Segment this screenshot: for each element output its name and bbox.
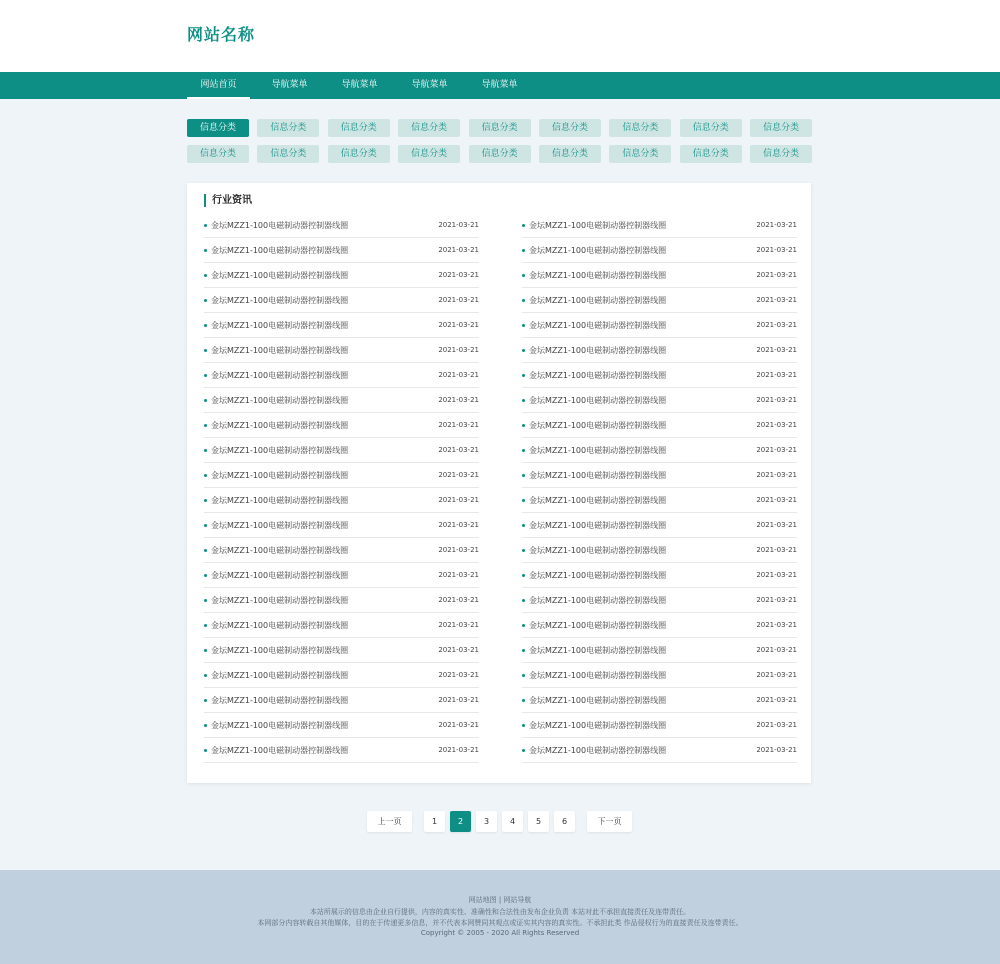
- bullet-icon: [522, 624, 525, 627]
- nav-item-menu-2[interactable]: 导航菜单: [341, 80, 378, 90]
- news-date: 2021-03-21: [438, 446, 479, 454]
- news-item[interactable]: [522, 613, 797, 638]
- news-title[interactable]: 金坛MZZ1-100电磁制动器控制器线圈: [211, 421, 349, 430]
- category-button[interactable]: 信息分类: [750, 119, 812, 137]
- bullet-icon: [522, 524, 525, 527]
- news-item[interactable]: [204, 513, 479, 538]
- category-button[interactable]: 信息分类: [257, 145, 319, 163]
- category-button[interactable]: 信息分类: [539, 119, 601, 137]
- news-title[interactable]: 金坛MZZ1-100电磁制动器控制器线圈: [529, 471, 667, 480]
- bullet-icon: [522, 349, 525, 352]
- news-item[interactable]: [522, 738, 797, 763]
- news-item[interactable]: [204, 438, 479, 463]
- news-date: 2021-03-21: [756, 646, 797, 654]
- news-list-left: [204, 213, 479, 763]
- bullet-icon: [204, 274, 207, 277]
- news-date: 2021-03-21: [438, 371, 479, 379]
- category-button[interactable]: 信息分类: [398, 145, 460, 163]
- news-title[interactable]: 金坛MZZ1-100电磁制动器控制器线圈: [211, 696, 349, 705]
- news-title[interactable]: 金坛MZZ1-100电磁制动器控制器线圈: [211, 396, 349, 405]
- bullet-icon: [522, 249, 525, 252]
- category-button[interactable]: 信息分类: [539, 145, 601, 163]
- bullet-icon: [522, 399, 525, 402]
- bullet-icon: [204, 324, 207, 327]
- bullet-icon: [522, 449, 525, 452]
- news-title[interactable]: 金坛MZZ1-100电磁制动器控制器线圈: [529, 571, 667, 580]
- news-item[interactable]: [204, 263, 479, 288]
- news-date: 2021-03-21: [756, 621, 797, 629]
- news-title[interactable]: 金坛MZZ1-100电磁制动器控制器线圈: [529, 596, 667, 605]
- footer-links: [0, 895, 1000, 905]
- news-title[interactable]: 金坛MZZ1-100电磁制动器控制器线圈: [211, 571, 349, 580]
- footer-link-site-nav[interactable]: 网站导航: [503, 896, 532, 904]
- news-item[interactable]: [522, 363, 797, 388]
- news-date: 2021-03-21: [756, 346, 797, 354]
- news-date: 2021-03-21: [756, 296, 797, 304]
- news-item[interactable]: [204, 538, 479, 563]
- category-button[interactable]: 信息分类: [398, 119, 460, 137]
- news-title[interactable]: 金坛MZZ1-100电磁制动器控制器线圈: [211, 596, 349, 605]
- news-item[interactable]: [522, 663, 797, 688]
- bullet-icon: [204, 599, 207, 602]
- news-date: 2021-03-21: [438, 671, 479, 679]
- news-date: 2021-03-21: [756, 271, 797, 279]
- bullet-icon: [204, 224, 207, 227]
- bullet-icon: [204, 624, 207, 627]
- news-date: 2021-03-21: [438, 621, 479, 629]
- bullet-icon: [522, 274, 525, 277]
- news-title[interactable]: 金坛MZZ1-100电磁制动器控制器线圈: [529, 371, 667, 380]
- news-item[interactable]: [204, 663, 479, 688]
- news-item[interactable]: [204, 313, 479, 338]
- news-item[interactable]: [204, 638, 479, 663]
- category-button[interactable]: 信息分类: [328, 119, 390, 137]
- news-title[interactable]: 金坛MZZ1-100电磁制动器控制器线圈: [211, 371, 349, 380]
- footer-separator: |: [498, 896, 502, 904]
- news-item[interactable]: [204, 238, 479, 263]
- news-item[interactable]: [522, 588, 797, 613]
- news-date: 2021-03-21: [756, 371, 797, 379]
- bullet-icon: [522, 424, 525, 427]
- news-title[interactable]: 金坛MZZ1-100电磁制动器控制器线圈: [529, 721, 667, 730]
- bullet-icon: [204, 574, 207, 577]
- news-date: 2021-03-21: [756, 746, 797, 754]
- bullet-icon: [522, 299, 525, 302]
- nav-item-menu-3[interactable]: 导航菜单: [411, 80, 448, 90]
- news-item[interactable]: [204, 363, 479, 388]
- site-header: [0, 0, 1000, 72]
- bullet-icon: [522, 549, 525, 552]
- category-button[interactable]: 信息分类: [187, 145, 249, 163]
- news-title[interactable]: 金坛MZZ1-100电磁制动器控制器线圈: [211, 271, 349, 280]
- bullet-icon: [204, 374, 207, 377]
- bullet-icon: [204, 449, 207, 452]
- site-title[interactable]: 网站名称: [187, 25, 256, 44]
- news-item[interactable]: [204, 563, 479, 588]
- news-item[interactable]: [522, 513, 797, 538]
- news-item[interactable]: [204, 288, 479, 313]
- news-item[interactable]: [522, 288, 797, 313]
- category-button[interactable]: 信息分类: [680, 119, 742, 137]
- bullet-icon: [204, 249, 207, 252]
- news-item[interactable]: [522, 213, 797, 238]
- page-number-button[interactable]: 6: [554, 811, 575, 832]
- news-date: 2021-03-21: [756, 246, 797, 254]
- bullet-icon: [204, 499, 207, 502]
- nav-item-menu-1[interactable]: 导航菜单: [271, 80, 308, 90]
- news-item[interactable]: [204, 338, 479, 363]
- prev-page-button[interactable]: 上一页: [367, 811, 412, 832]
- bullet-icon: [204, 699, 207, 702]
- news-item[interactable]: [204, 713, 479, 738]
- news-date: 2021-03-21: [756, 596, 797, 604]
- news-title[interactable]: 金坛MZZ1-100电磁制动器控制器线圈: [529, 346, 667, 355]
- news-date: 2021-03-21: [756, 571, 797, 579]
- news-title[interactable]: 金坛MZZ1-100电磁制动器控制器线圈: [211, 296, 349, 305]
- news-date: 2021-03-21: [438, 546, 479, 554]
- news-item[interactable]: [204, 738, 479, 763]
- news-title[interactable]: 金坛MZZ1-100电磁制动器控制器线圈: [211, 671, 349, 680]
- news-title[interactable]: 金坛MZZ1-100电磁制动器控制器线圈: [211, 746, 349, 755]
- footer-disclaimer-2: 本网部分内容转载自其他媒体，目的在于传递更多信息，并不代表本网赞同其观点或证实其内容的真实性。不承担此类 作品侵权行为的直接责任及连带责任。: [257, 919, 743, 927]
- news-date: 2021-03-21: [438, 696, 479, 704]
- news-title[interactable]: 金坛MZZ1-100电磁制动器控制器线圈: [529, 546, 667, 555]
- news-date: 2021-03-21: [438, 296, 479, 304]
- news-date: 2021-03-21: [756, 521, 797, 529]
- news-date: 2021-03-21: [438, 246, 479, 254]
- news-item[interactable]: [522, 638, 797, 663]
- bullet-icon: [522, 499, 525, 502]
- bullet-icon: [204, 299, 207, 302]
- news-item[interactable]: [522, 263, 797, 288]
- news-item[interactable]: [204, 688, 479, 713]
- bullet-icon: [204, 524, 207, 527]
- news-date: 2021-03-21: [756, 671, 797, 679]
- news-date: 2021-03-21: [756, 471, 797, 479]
- news-date: 2021-03-21: [438, 471, 479, 479]
- news-title[interactable]: 金坛MZZ1-100电磁制动器控制器线圈: [529, 496, 667, 505]
- site-footer: [0, 870, 1000, 964]
- bullet-icon: [522, 674, 525, 677]
- news-title[interactable]: 金坛MZZ1-100电磁制动器控制器线圈: [211, 346, 349, 355]
- bullet-icon: [522, 649, 525, 652]
- news-date: 2021-03-21: [756, 546, 797, 554]
- news-title[interactable]: 金坛MZZ1-100电磁制动器控制器线圈: [529, 646, 667, 655]
- main-nav: [0, 72, 1000, 99]
- news-item[interactable]: [204, 463, 479, 488]
- news-title[interactable]: 金坛MZZ1-100电磁制动器控制器线圈: [529, 671, 667, 680]
- page-number-button[interactable]: 1: [424, 811, 445, 832]
- news-title[interactable]: 金坛MZZ1-100电磁制动器控制器线圈: [529, 396, 667, 405]
- news-title[interactable]: 金坛MZZ1-100电磁制动器控制器线圈: [211, 221, 349, 230]
- news-title[interactable]: 金坛MZZ1-100电磁制动器控制器线圈: [211, 471, 349, 480]
- news-title[interactable]: 金坛MZZ1-100电磁制动器控制器线圈: [211, 621, 349, 630]
- news-item[interactable]: [522, 438, 797, 463]
- news-title[interactable]: 金坛MZZ1-100电磁制动器控制器线圈: [211, 521, 349, 530]
- news-date: 2021-03-21: [438, 746, 479, 754]
- news-item[interactable]: [204, 588, 479, 613]
- bullet-icon: [522, 699, 525, 702]
- news-title[interactable]: 金坛MZZ1-100电磁制动器控制器线圈: [529, 521, 667, 530]
- bullet-icon: [522, 374, 525, 377]
- news-date: 2021-03-21: [756, 421, 797, 429]
- bullet-icon: [204, 424, 207, 427]
- news-item[interactable]: [522, 238, 797, 263]
- news-title[interactable]: 金坛MZZ1-100电磁制动器控制器线圈: [211, 721, 349, 730]
- nav-item-menu-4[interactable]: 导航菜单: [481, 80, 518, 90]
- news-date: 2021-03-21: [756, 496, 797, 504]
- news-item[interactable]: [522, 688, 797, 713]
- next-page-button[interactable]: 下一页: [587, 811, 632, 832]
- news-title[interactable]: 金坛MZZ1-100电磁制动器控制器线圈: [529, 296, 667, 305]
- news-title[interactable]: 金坛MZZ1-100电磁制动器控制器线圈: [211, 546, 349, 555]
- news-list-right: [522, 213, 797, 763]
- news-item[interactable]: [204, 388, 479, 413]
- page-number-button[interactable]: 3: [476, 811, 497, 832]
- news-date: 2021-03-21: [756, 721, 797, 729]
- bullet-icon: [204, 749, 207, 752]
- category-button[interactable]: 信息分类: [469, 145, 531, 163]
- news-date: 2021-03-21: [438, 596, 479, 604]
- news-date: 2021-03-21: [438, 321, 479, 329]
- bullet-icon: [204, 674, 207, 677]
- bullet-icon: [522, 224, 525, 227]
- news-title[interactable]: 金坛MZZ1-100电磁制动器控制器线圈: [211, 646, 349, 655]
- news-title[interactable]: 金坛MZZ1-100电磁制动器控制器线圈: [529, 246, 667, 255]
- bullet-icon: [522, 749, 525, 752]
- bullet-icon: [204, 649, 207, 652]
- news-title[interactable]: 金坛MZZ1-100电磁制动器控制器线圈: [211, 446, 349, 455]
- news-title[interactable]: 金坛MZZ1-100电磁制动器控制器线圈: [211, 496, 349, 505]
- bullet-icon: [522, 324, 525, 327]
- news-date: 2021-03-21: [438, 271, 479, 279]
- bullet-icon: [522, 724, 525, 727]
- category-button[interactable]: 信息分类: [680, 145, 742, 163]
- industry-news-panel: [187, 183, 811, 783]
- news-title[interactable]: 金坛MZZ1-100电磁制动器控制器线圈: [529, 321, 667, 330]
- news-date: 2021-03-21: [438, 571, 479, 579]
- news-title[interactable]: 金坛MZZ1-100电磁制动器控制器线圈: [211, 321, 349, 330]
- footer-link-sitemap[interactable]: 网站地图: [468, 896, 497, 904]
- news-date: 2021-03-21: [756, 221, 797, 229]
- news-date: 2021-03-21: [438, 396, 479, 404]
- bullet-icon: [204, 549, 207, 552]
- news-title[interactable]: 金坛MZZ1-100电磁制动器控制器线圈: [529, 421, 667, 430]
- news-date: 2021-03-21: [438, 346, 479, 354]
- news-date: 2021-03-21: [756, 446, 797, 454]
- news-item[interactable]: [522, 538, 797, 563]
- news-item[interactable]: [522, 313, 797, 338]
- news-item[interactable]: [522, 488, 797, 513]
- news-item[interactable]: [204, 213, 479, 238]
- news-title[interactable]: 金坛MZZ1-100电磁制动器控制器线圈: [529, 621, 667, 630]
- bullet-icon: [204, 474, 207, 477]
- news-item[interactable]: [204, 413, 479, 438]
- footer-copyright: Copyright © 2005 - 2020 All Rights Reserved: [420, 929, 580, 937]
- bullet-icon: [204, 399, 207, 402]
- panel-title: 行业资讯: [204, 194, 252, 207]
- category-button[interactable]: 信息分类: [750, 145, 812, 163]
- news-date: 2021-03-21: [438, 646, 479, 654]
- news-date: 2021-03-21: [438, 521, 479, 529]
- bullet-icon: [204, 349, 207, 352]
- news-item[interactable]: [522, 413, 797, 438]
- bullet-icon: [522, 599, 525, 602]
- news-date: 2021-03-21: [756, 396, 797, 404]
- news-date: 2021-03-21: [756, 696, 797, 704]
- footer-disclaimer-1: 本站所展示的信息由企业自行提供，内容的真实性、准确性和合法性由发布企业负责 本站对此不承担直接责任及连带责任。: [309, 908, 691, 916]
- category-button[interactable]: 信息分类: [328, 145, 390, 163]
- page-number-button[interactable]: 4: [502, 811, 523, 832]
- category-button[interactable]: 信息分类: [469, 119, 531, 137]
- news-item[interactable]: [522, 713, 797, 738]
- news-date: 2021-03-21: [756, 321, 797, 329]
- news-item[interactable]: [522, 388, 797, 413]
- news-date: 2021-03-21: [438, 421, 479, 429]
- news-item[interactable]: [522, 563, 797, 588]
- category-button[interactable]: 信息分类: [609, 145, 671, 163]
- news-title[interactable]: 金坛MZZ1-100电磁制动器控制器线圈: [529, 221, 667, 230]
- category-button[interactable]: 信息分类: [187, 119, 249, 137]
- news-item[interactable]: [522, 338, 797, 363]
- news-date: 2021-03-21: [438, 221, 479, 229]
- category-button[interactable]: 信息分类: [257, 119, 319, 137]
- bullet-icon: [204, 724, 207, 727]
- bullet-icon: [522, 474, 525, 477]
- news-date: 2021-03-21: [438, 496, 479, 504]
- page-number-button[interactable]: 2: [450, 811, 471, 832]
- news-title[interactable]: 金坛MZZ1-100电磁制动器控制器线圈: [529, 446, 667, 455]
- news-title[interactable]: 金坛MZZ1-100电磁制动器控制器线圈: [529, 746, 667, 755]
- news-item[interactable]: [204, 488, 479, 513]
- page-number-button[interactable]: 5: [528, 811, 549, 832]
- category-button[interactable]: 信息分类: [609, 119, 671, 137]
- nav-item-home[interactable]: 网站首页: [187, 72, 250, 99]
- news-title[interactable]: 金坛MZZ1-100电磁制动器控制器线圈: [529, 271, 667, 280]
- news-title[interactable]: 金坛MZZ1-100电磁制动器控制器线圈: [529, 696, 667, 705]
- bullet-icon: [522, 574, 525, 577]
- news-title[interactable]: 金坛MZZ1-100电磁制动器控制器线圈: [211, 246, 349, 255]
- news-item[interactable]: [522, 463, 797, 488]
- news-item[interactable]: [204, 613, 479, 638]
- news-date: 2021-03-21: [438, 721, 479, 729]
